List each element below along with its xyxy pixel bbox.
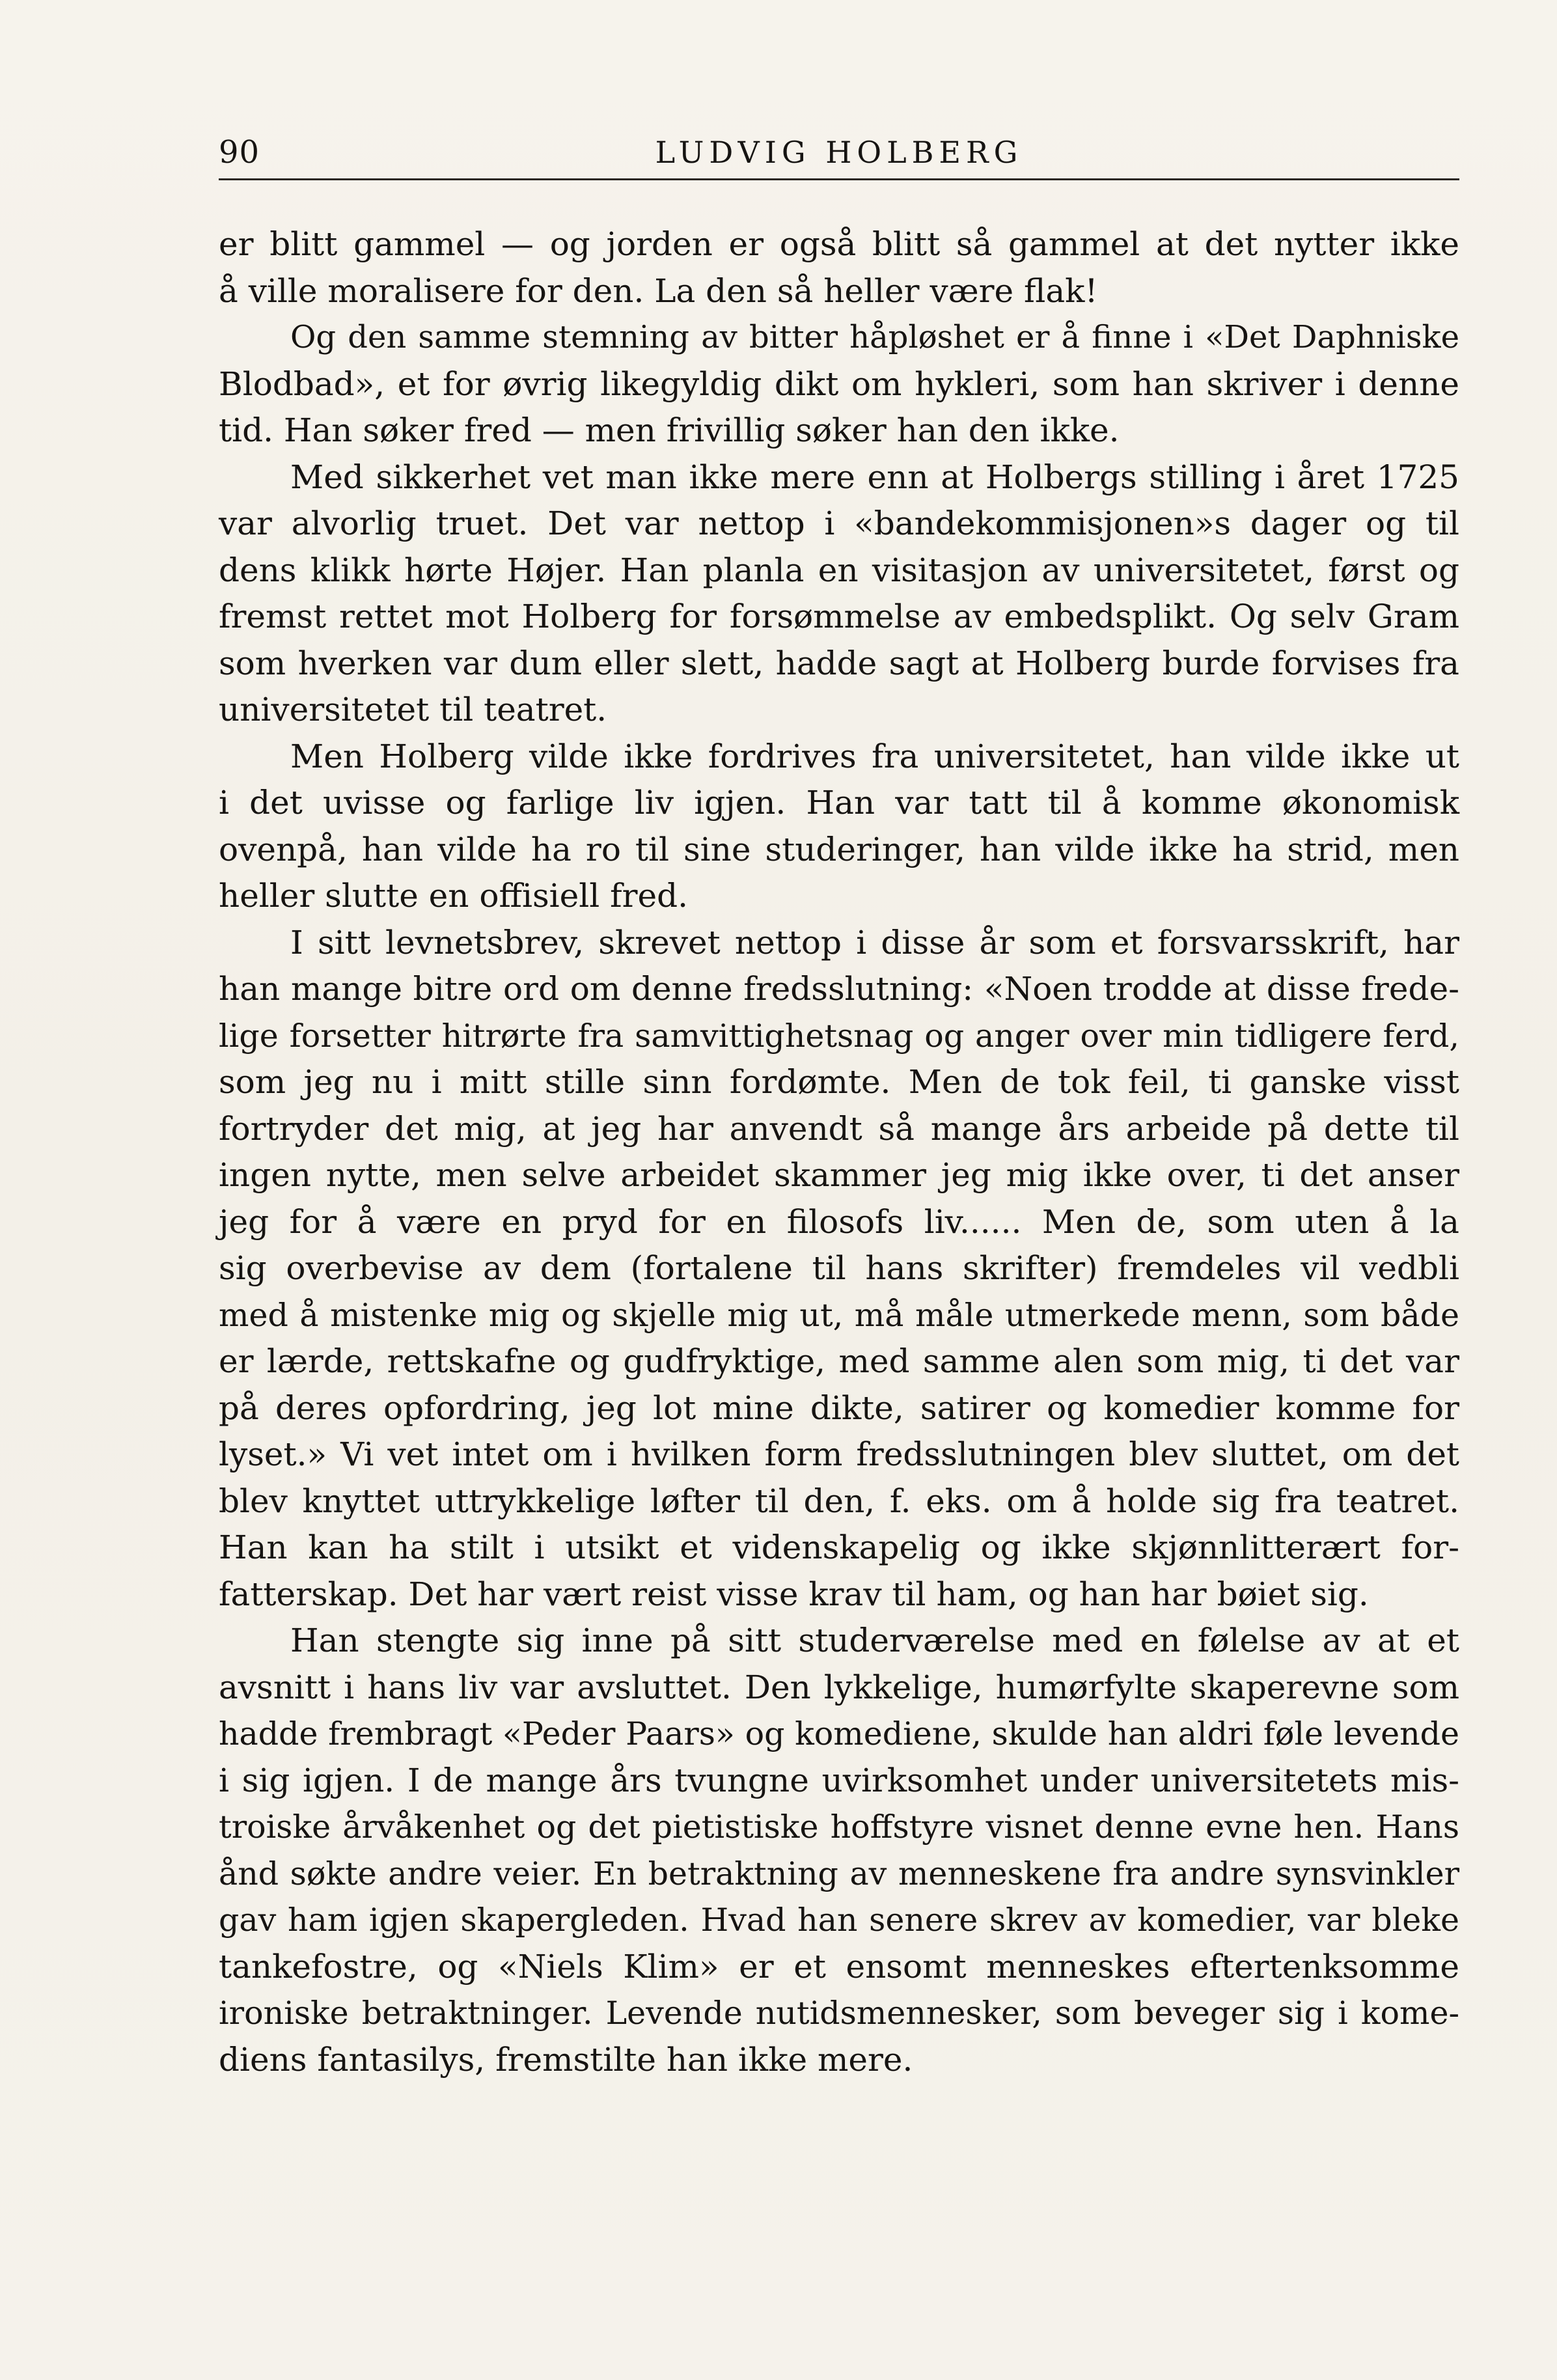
text-line: fatterskap. Det har vært reist visse krav til ham, og han har bøiet sig. <box>219 1575 1369 1613</box>
text-line: ånd søkte andre veier. En betraktning av menneskene fra andre synsvinkler <box>219 1855 1459 1892</box>
text-line: i det uvisse og farlige liv igjen. Han var tatt til å komme økonomisk <box>219 784 1459 822</box>
text-line: han mange bitre ord om denne fredsslutning: «Noen trodde at disse frede- <box>219 970 1459 1008</box>
text-line: gav ham igjen skapergleden. Hvad han senere skrev av komedier, var bleke <box>219 1902 1459 1939</box>
text-line: ingen nytte, men selve arbeidet skammer jeg mig ikke over, ti det anser <box>219 1156 1459 1194</box>
text-line: er blitt gammel — og jorden er også blitt så gammel at det nytter ikke <box>219 225 1459 263</box>
text-line: sig overbevise av dem (fortalene til hans skrifter) fremdeles vil vedbli <box>219 1249 1459 1287</box>
body-text <box>219 221 1459 2083</box>
page-header <box>219 128 1459 173</box>
text-line: fortryder det mig, at jeg har anvendt så mange års arbeide på dette til <box>219 1109 1459 1148</box>
text-line: troiske årvåkenhet og det pietistiske hoffstyre visnet denne evne hen. Hans <box>219 1808 1459 1846</box>
text-line: avsnitt i hans liv var avsluttet. Den lykkelige, humørfylte skaperevne som <box>219 1668 1459 1706</box>
text-line: tankefostre, og «Niels Klim» er et ensomt menneskes eftertenksomme <box>219 1947 1459 1986</box>
text-line: lige forsetter hitrørte fra samvittighetsnag og anger over min tidligere ferd, <box>219 1017 1459 1055</box>
text-line: var alvorlig truet. Det var nettop i «bandekommisjonen»s dager og til <box>219 505 1459 542</box>
text-line: blev knyttet uttrykkelige løfter til den, f. eks. om å holde sig fra teatret. <box>219 1482 1459 1520</box>
text-line: som jeg nu i mitt stille sinn fordømte. Men de tok feil, ti ganske visst <box>219 1063 1459 1101</box>
text-line: I sitt levnetsbrev, skrevet nettop i disse år som et forsvarsskrift, har <box>290 923 1459 962</box>
text-line: i sig igjen. I de mange års tvungne uvirksomhet under universitetets mis- <box>219 1761 1459 1799</box>
header-rule <box>219 178 1459 180</box>
running-head: LUDVIG HOLBERG <box>655 135 1023 170</box>
text-line: Og den samme stemning av bitter håpløshet er å finne i «Det Daphniske <box>290 319 1459 355</box>
text-line: Blodbad», et for øvrig likegyldig dikt om hykleri, som han skriver i denne <box>219 365 1459 403</box>
text-line: å ville moralisere for den. La den så heller være flak! <box>219 271 1098 310</box>
text-line: på deres opfordring, jeg lot mine dikte, satirer og komedier komme for <box>219 1389 1459 1427</box>
text-line: diens fantasilys, fremstilte han ikke mere. <box>219 2040 913 2079</box>
text-line: Med sikkerhet vet man ikke mere enn at Holbergs stilling i året 1725 <box>290 458 1459 496</box>
text-line: med å mistenke mig og skjelle mig ut, må måle utmerkede menn, som både <box>219 1296 1459 1334</box>
text-line: tid. Han søker fred — men frivillig søker han den ikke. <box>219 411 1120 449</box>
text-line: hadde frembragt «Peder Paars» og komediene, skulde han aldri føle levende <box>219 1715 1459 1752</box>
text-line: er lærde, rettskafne og gudfryktige, med samme alen som mig, ti det var <box>219 1342 1459 1380</box>
text-line: ovenpå, han vilde ha ro til sine studeringer, han vilde ikke ha strid, men <box>219 830 1459 868</box>
text-line: ironiske betraktninger. Levende nutidsmennesker, som beveger sig i kome- <box>219 1995 1459 2032</box>
text-line: fremst rettet mot Holberg for forsømmelse av embedsplikt. Og selv Gram <box>219 598 1459 635</box>
text-line: Han stengte sig inne på sitt studerværelse med en følelse av at et <box>290 1622 1459 1659</box>
text-line: lyset.» Vi vet intet om i hvilken form fredsslutningen blev sluttet, om det <box>219 1435 1459 1473</box>
page-number: 90 <box>219 134 260 171</box>
text-line: som hverken var dum eller slett, hadde sagt at Holberg burde forvises fra <box>219 644 1459 682</box>
text-line: dens klikk hørte Højer. Han planla en visitasjon av universitetet, først og <box>219 551 1459 589</box>
text-line: universitetet til teatret. <box>219 691 607 728</box>
text-line: jeg for å være en pryd for en filosofs liv...... Men de, som uten å la <box>219 1202 1459 1241</box>
text-line: heller slutte en offisiell fred. <box>219 877 688 915</box>
text-line: Han kan ha stilt i utsikt et videnskapelig og ikke skjønnlitterært for- <box>219 1529 1459 1566</box>
text-line: Men Holberg vilde ikke fordrives fra universitetet, han vilde ikke ut <box>290 737 1459 775</box>
